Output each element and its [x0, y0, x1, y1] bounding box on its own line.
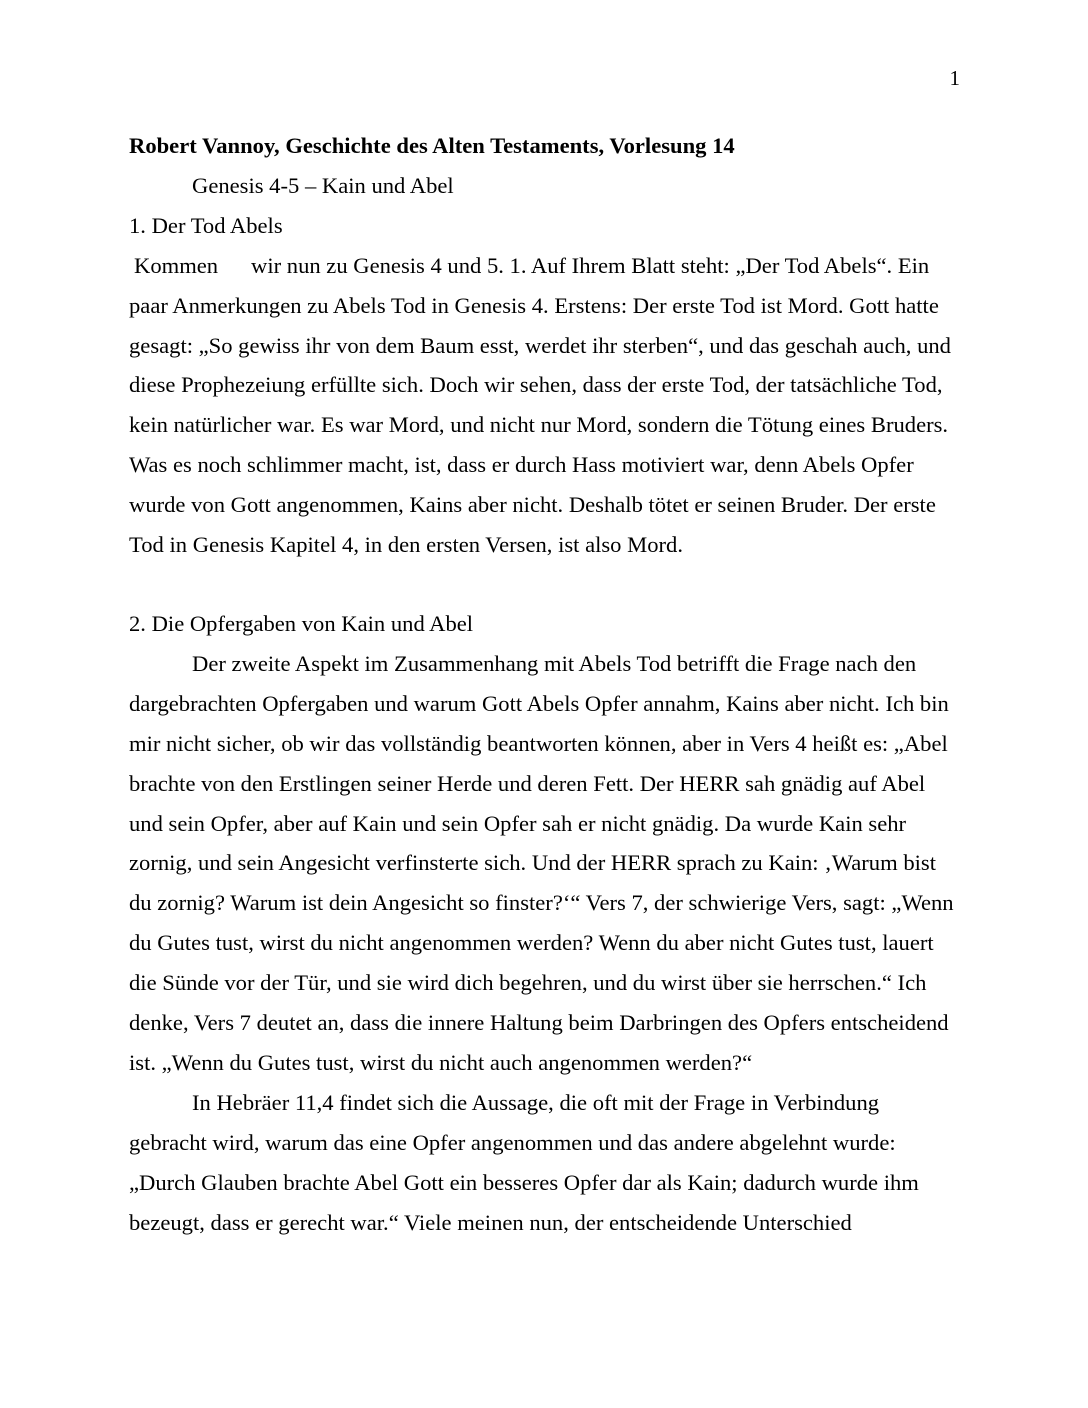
section-2-paragraph-2: In Hebräer 11,4 findet sich die Aussage, die oft mit der Frage in Verbindung gebracht wird, warum das eine Opfer angenommen und das andere abgelehnt wurde: „Durch Glauben brachte Abel Gott ein besseres Opfer dar als Kain; dadurch wurde ihm bezeugt, dass er gerecht war.“ Viele meinen nun, der entscheidende Unterschied [129, 1089, 919, 1235]
document-title: Robert Vannoy, Geschichte des Alten Testaments, Vorlesung 14 [129, 133, 735, 158]
paragraph-gap [129, 565, 961, 604]
document-body [129, 126, 961, 1242]
section-2-paragraph-1: Der zweite Aspekt im Zusammenhang mit Abels Tod betrifft die Frage nach den dargebrachten Opfergaben und warum Gott Abels Opfer annahm, Kains aber nicht. Ich bin mir nicht sicher, ob wir das vollständig beantworten können, aber in Vers 4 heißt es: „Abel brachte von den Erstlingen seiner Herde und deren Fett. Der HERR sah gnädig auf Abel und sein Opfer, aber auf Kain und sein Opfer sah er nicht gnädig. Da wurde Kain sehr zornig, und sein Angesicht verfinsterte sich. Und der HERR sprach zu Kain: ‚Warum bist du zornig? Warum ist dein Angesicht so finster?‘“ Vers 7, der schwierige Vers, sagt: „Wenn du Gutes tust, wirst du nicht angenommen werden? Wenn du aber nicht Gutes tust, lauert die Sünde vor der Tür, und sie wird dich begehren, und du wirst über sie herrschen.“ Ich denke, Vers 7 deutet an, dass die innere Haltung beim Darbringen des Opfers entscheidend ist. „Wenn du Gutes tust, wirst du nicht auch angenommen werden?“ [129, 650, 954, 1075]
section-heading-1: 1. Der Tod Abels [129, 212, 283, 238]
section-1-lead-word: Kommen [134, 252, 219, 278]
page-number: 1 [949, 66, 960, 90]
section-heading-2: 2. Die Opfergaben von Kain und Abel [129, 610, 474, 636]
section-1-text: wir nun zu Genesis 4 und 5. 1. Auf Ihrem Blatt steht: „Der Tod Abels“. Ein paar Anmerkungen zu Abels Tod in Genesis 4. Erstens: Der erste Tod ist Mord. Gott hatte gesagt: „So gewiss ihr von dem Baum esst, werdet ihr sterben“, und das geschah auch, und diese Prophezeiung erfüllte sich. Doch wir sehen, dass der erste Tod, der tatsächliche Tod, kein natürlicher war. Es war Mord, und nicht nur Mord, sondern die Tötung eines Bruders. Was es noch schlimmer macht, ist, dass er durch Hass motiviert war, denn Abels Opfer wurde von Gott angenommen, Kains aber nicht. Deshalb tötet er seinen Bruder. Der erste Tod in Genesis Kapitel 4, in den ersten Versen, ist also Mord. [129, 252, 951, 558]
document-subtitle: Genesis 4-5 – Kain und Abel [192, 172, 454, 198]
section-1-paragraph [129, 246, 961, 565]
